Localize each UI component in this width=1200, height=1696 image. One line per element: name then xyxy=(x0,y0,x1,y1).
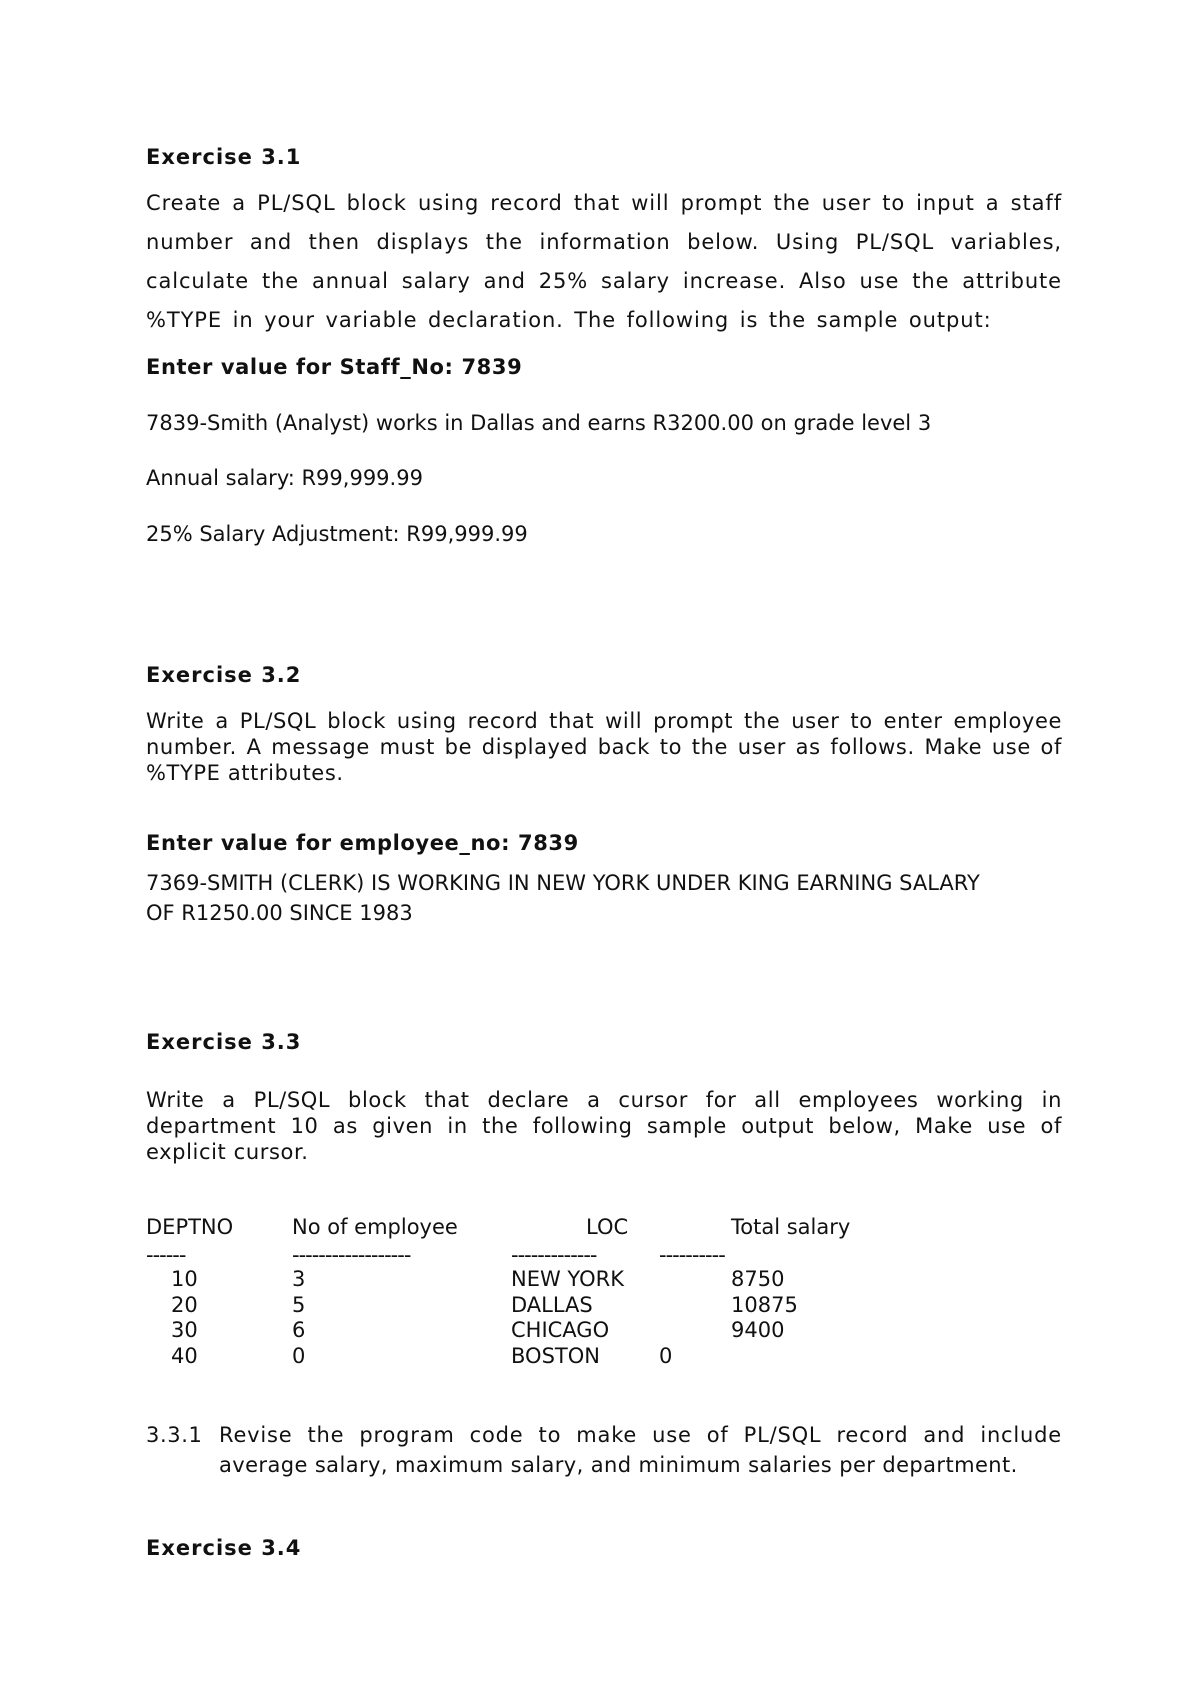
table-cell: DALLAS xyxy=(511,1293,593,1317)
sub-item-line-1: Revise the program code to make use of PL/SQL record and include xyxy=(219,1423,1062,1447)
exercise-3-1-output-line: 7839-Smith (Analyst) works in Dallas and earns R3200.00 on grade level 3 xyxy=(146,411,932,435)
table-cell: 10875 xyxy=(731,1293,798,1317)
dash-separator: ------------------ xyxy=(292,1243,411,1267)
exercise-3-2-output-line-1: 7369-SMITH (CLERK) IS WORKING IN NEW YORK UNDER KING EARNING SALARY xyxy=(146,871,980,895)
table-cell: 0 xyxy=(292,1344,306,1368)
exercise-3-1-salary-adjustment: 25% Salary Adjustment: R99,999.99 xyxy=(146,522,528,546)
table-cell: 5 xyxy=(292,1293,306,1317)
exercise-3-1-annual-salary: Annual salary: R99,999.99 xyxy=(146,466,423,490)
table-cell: 3 xyxy=(292,1267,306,1291)
exercise-3-1-prompt: Enter value for Staff_No: 7839 xyxy=(146,355,523,379)
table-cell: NEW YORK xyxy=(511,1267,624,1291)
col-header-no-of-employee: No of employee xyxy=(292,1215,458,1239)
exercise-3-1-heading: Exercise 3.1 xyxy=(146,145,302,169)
sub-item-number: 3.3.1 xyxy=(146,1423,203,1447)
col-header-loc: LOC xyxy=(586,1215,629,1239)
exercise-3-2-output-line-2: OF R1250.00 SINCE 1983 xyxy=(146,901,413,925)
col-header-deptno: DEPTNO xyxy=(146,1215,234,1239)
sub-item-line-2: average salary, maximum salary, and minimum salaries per department. xyxy=(219,1453,1018,1477)
exercise-3-4-heading: Exercise 3.4 xyxy=(146,1536,302,1560)
dash-separator: ------------- xyxy=(511,1243,597,1267)
table-cell: CHICAGO xyxy=(511,1318,610,1342)
table-cell: 9400 xyxy=(731,1318,785,1342)
exercise-3-2-body: Write a PL/SQL block using record that will prompt the user to enter employee number. A message must be displayed back to the user as follows. Make use of %TYPE attributes. xyxy=(146,709,1062,785)
exercise-3-3-heading: Exercise 3.3 xyxy=(146,1030,302,1054)
table-cell: 40 xyxy=(171,1344,198,1368)
dash-separator: ------ xyxy=(146,1243,186,1267)
exercise-3-1-body: Create a PL/SQL block using record that will prompt the user to input a staff number and then displays the information below. Using PL/SQL variables, calculate the annual salary and 25% salary increase. Also use the attribute %TYPE in your variable declaration. The following is the sample output: xyxy=(146,191,1062,332)
table-cell: 20 xyxy=(171,1293,198,1317)
table-cell: 8750 xyxy=(731,1267,785,1291)
table-cell: 0 xyxy=(659,1344,673,1368)
dash-separator: ---------- xyxy=(659,1243,725,1267)
table-cell: BOSTON xyxy=(511,1344,600,1368)
exercise-3-2-prompt: Enter value for employee_no: 7839 xyxy=(146,831,579,855)
exercise-3-2-heading: Exercise 3.2 xyxy=(146,663,302,687)
table-cell: 6 xyxy=(292,1318,306,1342)
exercise-3-3-body: Write a PL/SQL block that declare a cursor for all employees working in department 10 as given in the following sample output below, Make use of explicit cursor. xyxy=(146,1088,1062,1164)
table-cell: 10 xyxy=(171,1267,198,1291)
col-header-total-salary: Total salary xyxy=(731,1215,851,1239)
table-cell: 30 xyxy=(171,1318,198,1342)
